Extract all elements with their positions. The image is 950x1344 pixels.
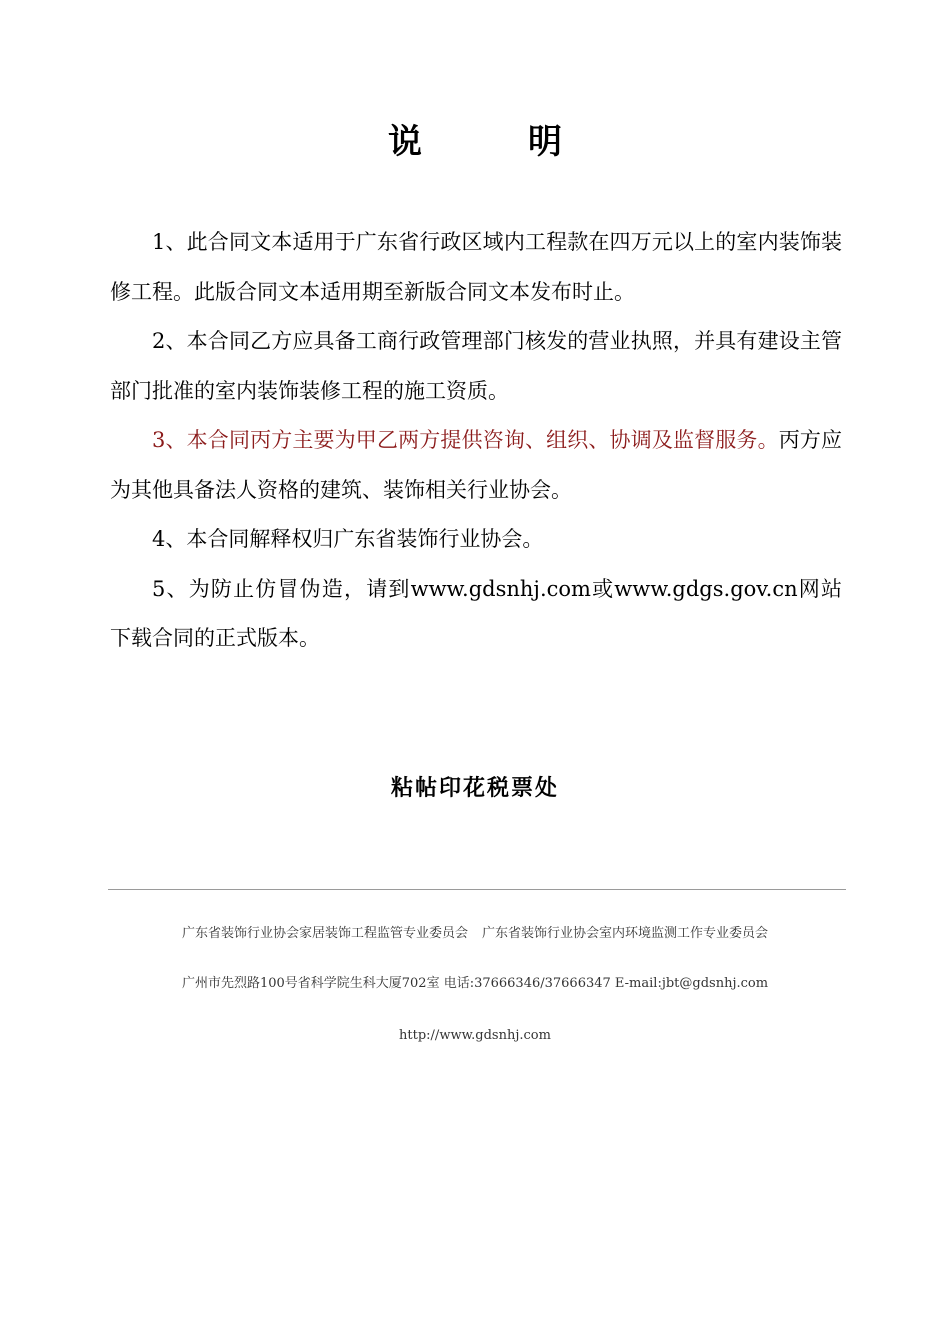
page-title: 说 明 <box>388 122 598 162</box>
instruction-paragraph-5: 5、为防止仿冒伪造，请到www.gdsnhj.com或www.gdgs.gov.cn网站下载合同的正式版本。 <box>110 576 842 650</box>
instruction-paragraph-1: 1、此合同文本适用于广东省行政区域内工程款在四万元以上的室内装饰装修工程。此版合同文本适用期至新版合同文本发布时止。 <box>110 230 842 304</box>
highlighted-text: 3、本合同丙方主要为甲乙两方提供咨询、组织、协调及监督服务。 <box>152 428 779 452</box>
paragraph-3-rest: 丙方应为其他具备法人资格的建筑、装饰相关行业协会。 <box>110 428 843 502</box>
committee-name-1: 广东省装饰行业协会家居装饰工程监管专业委员会 <box>181 926 468 941</box>
instructions-body <box>110 218 842 664</box>
committee-name-2: 广东省装饰行业协会室内环境监测工作专业委员会 <box>482 926 769 941</box>
footer-address: 广州市先烈路100号省科学院生科大厦702室 电话:37666346/37666347 E-mail:jbt@gdsnhj.com <box>181 976 769 991</box>
footer-divider <box>108 889 846 890</box>
footer-committees <box>0 924 950 944</box>
instruction-paragraph-3 <box>110 416 842 515</box>
tax-stamp-area: 粘帖印花税票处 <box>390 775 559 801</box>
instruction-paragraph-2: 2、本合同乙方应具备工商行政管理部门核发的营业执照，并具有建设主管部门批准的室内装饰装修工程的施工资质。 <box>110 329 842 403</box>
instruction-paragraph-4: 4、本合同解释权归广东省装饰行业协会。 <box>152 527 544 551</box>
footer-website: http://www.gdsnhj.com <box>399 1028 551 1043</box>
